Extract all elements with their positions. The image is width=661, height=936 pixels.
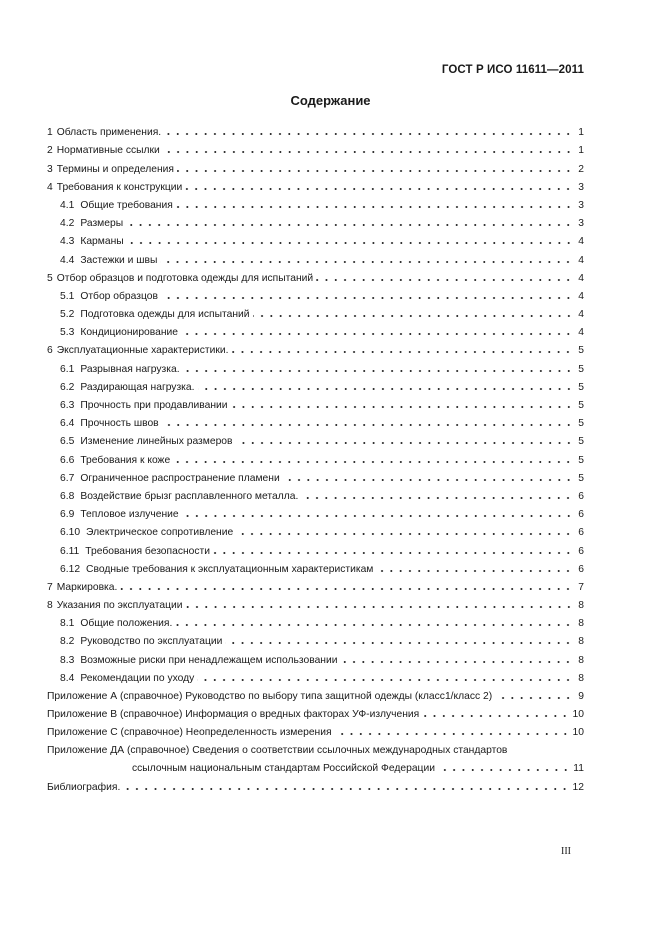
toc-entry[interactable] — [47, 120, 584, 138]
toc-entry[interactable] — [47, 429, 584, 447]
toc-entry-label: Общие положения. — [80, 618, 173, 630]
toc-entry[interactable] — [47, 356, 584, 374]
toc-entry-page: 8 — [578, 636, 584, 648]
toc-entry-label: Прочность при продавливании — [80, 400, 228, 411]
toc-entry-number: 7 — [47, 581, 53, 593]
toc-entry-label: Приложение А (справочное) Руководство по выбору типа защитной одежды (класс1/класс 2) — [47, 691, 493, 702]
toc-entry-number: 6.1 — [60, 363, 75, 375]
toc-entry-page: 11 — [573, 763, 584, 775]
toc-entry-page: 6 — [578, 527, 584, 539]
toc-entry-page: 3 — [578, 199, 584, 211]
dot-leader — [126, 223, 573, 227]
toc-entry-number: 3 — [47, 163, 53, 175]
toc-entry[interactable] — [47, 284, 584, 302]
dot-leader — [182, 514, 573, 518]
toc-entry-label: Кондиционирование — [80, 327, 179, 339]
toc-entry-label-continued: ссылочным национальным стандартам Российской Федерации — [132, 763, 435, 775]
toc-entry-label: Требования к коже — [80, 454, 171, 466]
toc-entry-page: 3 — [578, 218, 584, 230]
toc-entry-label: Размеры — [80, 218, 124, 230]
dot-leader — [225, 641, 573, 645]
toc-entry-number: 4.1 — [60, 199, 75, 211]
toc-entry[interactable] — [47, 175, 584, 193]
dot-leader — [197, 678, 573, 682]
toc-entry-label: Воздействие брызг расплавленного металла. — [80, 490, 299, 502]
toc-entry-number: 4.4 — [60, 254, 75, 266]
dot-leader — [123, 787, 569, 791]
dot-leader — [236, 532, 573, 536]
toc-entry-number: 6 — [47, 345, 53, 357]
dot-leader — [198, 387, 574, 391]
toc-entry-page: 4 — [578, 254, 584, 266]
dot-leader — [283, 478, 573, 482]
toc-entry-number: 6.4 — [60, 418, 75, 430]
toc-entry-page: 5 — [578, 418, 584, 430]
dot-leader — [236, 441, 573, 445]
dot-leader — [162, 423, 573, 427]
toc-entry[interactable] — [47, 447, 584, 465]
toc-entry[interactable] — [47, 466, 584, 484]
toc-entry[interactable] — [47, 720, 584, 738]
toc-entry-label: Приложение В (справочное) Информация о вредных факторах УФ-излучения — [47, 709, 420, 721]
toc-entry-page: 4 — [578, 309, 584, 321]
toc-entry-number: 5.2 — [60, 309, 75, 321]
dot-leader — [177, 169, 573, 173]
dot-leader — [438, 768, 570, 772]
dot-leader — [176, 205, 573, 209]
toc-entry[interactable] — [47, 611, 584, 629]
toc-entry-label: Требования к конструкции — [56, 181, 183, 193]
dot-leader — [231, 405, 573, 409]
toc-entry-label: Разрывная нагрузка. — [80, 363, 180, 375]
toc-entry-label: Отбор образцов — [80, 290, 158, 302]
toc-entry[interactable] — [47, 684, 584, 702]
toc-entry[interactable] — [47, 702, 584, 720]
toc-entry-page: 8 — [578, 672, 584, 684]
toc-entry-page: 12 — [572, 781, 584, 793]
toc-entry-page: 2 — [578, 163, 584, 175]
toc-entry-label: Приложение ДА (справочное) Сведения о соответствии ссылочных международных стандартов — [47, 745, 508, 757]
dot-leader — [316, 278, 573, 282]
toc-entry-page: 1 — [578, 145, 584, 157]
toc-entry-label: Указания по эксплуатации — [56, 600, 183, 612]
dot-leader — [183, 369, 573, 373]
toc-entry-number: 6.10 — [60, 527, 81, 539]
toc-entry[interactable] — [47, 156, 584, 174]
toc-entry-label: Термины и определения — [56, 163, 174, 175]
toc-entry-label: Прочность швов — [80, 418, 159, 430]
toc-entry-number: 4.2 — [60, 218, 75, 230]
dot-leader — [160, 260, 573, 264]
dot-leader — [340, 660, 573, 664]
dot-leader — [186, 605, 573, 609]
toc-entry-page: 5 — [578, 363, 584, 375]
dot-leader — [127, 241, 573, 245]
toc-entry-label: Ограниченное распространение пламени — [80, 472, 280, 484]
toc-entry-label: Маркировка. — [56, 581, 118, 593]
toc-entry-page: 6 — [578, 563, 584, 575]
toc-entry-label: Тепловое излучение — [80, 509, 179, 521]
toc-entry[interactable] — [47, 666, 584, 684]
toc-entry-number: 6.7 — [60, 472, 75, 484]
toc-entry[interactable] — [47, 375, 584, 393]
toc-entry-number: 8.4 — [60, 672, 75, 684]
toc-entry-page: 6 — [578, 490, 584, 502]
toc-entry-label: Приложение С (справочное) Неопределенность измерения — [47, 727, 332, 739]
dot-leader — [376, 569, 573, 573]
toc-entry-label: Эксплуатационные характеристики. — [56, 345, 229, 357]
toc-entry[interactable] — [47, 502, 584, 520]
toc-entry[interactable] — [47, 593, 584, 611]
toc-entry[interactable] — [47, 538, 584, 556]
toc-entry-label: Изменение линейных размеров — [80, 436, 233, 448]
toc-entry-number: 6.9 — [60, 509, 75, 521]
dot-leader — [120, 587, 573, 591]
toc-entry-page: 10 — [572, 727, 584, 739]
toc-entry[interactable] — [47, 557, 584, 575]
toc-entry[interactable] — [47, 229, 584, 247]
toc-entry-number: 6.3 — [60, 400, 75, 411]
toc-entry[interactable] — [47, 138, 584, 156]
toc-entry-page: 6 — [578, 545, 584, 557]
toc-entry-label: Электрическое сопротивление — [86, 527, 234, 539]
dot-leader — [335, 732, 570, 736]
toc-entry[interactable] — [47, 302, 584, 320]
toc-entry-number: 5.3 — [60, 327, 75, 339]
toc-entry-number: 1 — [47, 127, 53, 139]
toc-entry-number: 8 — [47, 600, 53, 612]
dot-leader — [163, 150, 573, 154]
toc-entry-label: Общие требования — [80, 199, 173, 211]
toc-entry-page: 8 — [578, 654, 584, 666]
toc-entry-label: Карманы — [80, 236, 124, 248]
toc-entry[interactable] — [47, 338, 584, 356]
dot-leader — [161, 296, 573, 300]
toc-entry-label: Рекомендации по уходу — [80, 672, 195, 684]
table-of-contents — [47, 120, 584, 793]
toc-entry[interactable] — [47, 484, 584, 502]
toc-entry-page: 3 — [578, 181, 584, 193]
toc-entry-number: 6.6 — [60, 454, 75, 466]
toc-entry-label: Застежки и швы — [80, 254, 158, 266]
toc-entry-page: 5 — [578, 400, 584, 411]
toc-entry[interactable] — [47, 520, 584, 538]
toc-entry-number: 5.1 — [60, 290, 75, 302]
toc-entry-number: 8.1 — [60, 618, 75, 630]
standard-id: ГОСТ Р ИСО 11611—2011 — [441, 64, 584, 76]
page-title: Содержание — [290, 93, 371, 108]
toc-entry-label: Раздирающая нагрузка. — [80, 381, 195, 393]
toc-entry-label: Нормативные ссылки — [56, 145, 160, 157]
toc-entry-number: 8.2 — [60, 636, 75, 648]
toc-entry-number: 4 — [47, 181, 53, 193]
toc-entry[interactable] — [47, 647, 584, 665]
toc-entry-number: 2 — [47, 145, 53, 157]
dot-leader — [173, 460, 573, 464]
toc-entry-label: Требования безопасности — [85, 545, 211, 557]
toc-entry-page: 10 — [572, 709, 584, 721]
toc-entry-page: 4 — [578, 272, 584, 284]
toc-entry-number: 6.2 — [60, 381, 75, 393]
toc-entry[interactable] — [47, 629, 584, 647]
toc-entry-page: 4 — [578, 236, 584, 248]
toc-entry-page: 6 — [578, 509, 584, 521]
toc-entry-label: Отбор образцов и подготовка одежды для испытаний — [56, 272, 314, 284]
dot-leader — [301, 496, 573, 500]
toc-entry-label: Подготовка одежды для испытаний — [80, 309, 250, 321]
dot-leader — [213, 551, 573, 555]
toc-entry[interactable] — [47, 411, 584, 429]
dot-leader — [495, 696, 573, 700]
toc-entry-page: 1 — [578, 127, 584, 139]
dot-leader — [422, 714, 569, 718]
toc-entry-page: 5 — [578, 381, 584, 393]
toc-entry[interactable] — [47, 320, 584, 338]
toc-entry-page: 9 — [578, 691, 584, 702]
dot-leader — [253, 314, 573, 318]
toc-entry[interactable] — [47, 193, 584, 211]
toc-entry[interactable] — [47, 575, 584, 593]
toc-entry-number: 6.5 — [60, 436, 75, 448]
toc-entry-label: Область применения. — [56, 127, 162, 139]
toc-entry-number: 8.3 — [60, 654, 75, 666]
toc-entry-number: 6.8 — [60, 490, 75, 502]
toc-entry-number: 4.3 — [60, 236, 75, 248]
dot-leader — [181, 332, 573, 336]
toc-entry-page: 8 — [578, 600, 584, 612]
toc-entry-annex-da[interactable] — [47, 738, 584, 774]
dot-leader — [231, 350, 573, 354]
toc-entry-label: Руководство по эксплуатации — [80, 636, 223, 648]
toc-entry-page: 4 — [578, 290, 584, 302]
toc-entry-label: Сводные требования к эксплуатационным характеристикам — [86, 563, 374, 575]
toc-entry[interactable] — [47, 211, 584, 229]
toc-entry-page: 5 — [578, 436, 584, 448]
toc-entry-page: 5 — [578, 345, 584, 357]
toc-entry-label: Библиография. — [47, 781, 121, 793]
toc-entry-number: 5 — [47, 272, 53, 284]
toc-entry[interactable] — [47, 266, 584, 284]
toc-entry-bibliography[interactable] — [47, 774, 584, 792]
page-number: III — [561, 846, 571, 857]
toc-entry-page: 4 — [578, 327, 584, 339]
toc-entry-number: 6.11 — [60, 545, 80, 557]
toc-entry[interactable] — [47, 247, 584, 265]
toc-entry-label: Возможные риски при ненадлежащем использовании — [80, 654, 338, 666]
toc-entry-page: 8 — [578, 618, 584, 630]
toc-entry-page: 7 — [578, 581, 584, 593]
dot-leader — [175, 623, 573, 627]
toc-entry-page: 5 — [578, 472, 584, 484]
toc-entry[interactable] — [47, 393, 584, 411]
toc-entry-number: 6.12 — [60, 563, 81, 575]
toc-entry-page: 5 — [578, 454, 584, 466]
dot-leader — [164, 132, 573, 136]
dot-leader — [185, 187, 573, 191]
